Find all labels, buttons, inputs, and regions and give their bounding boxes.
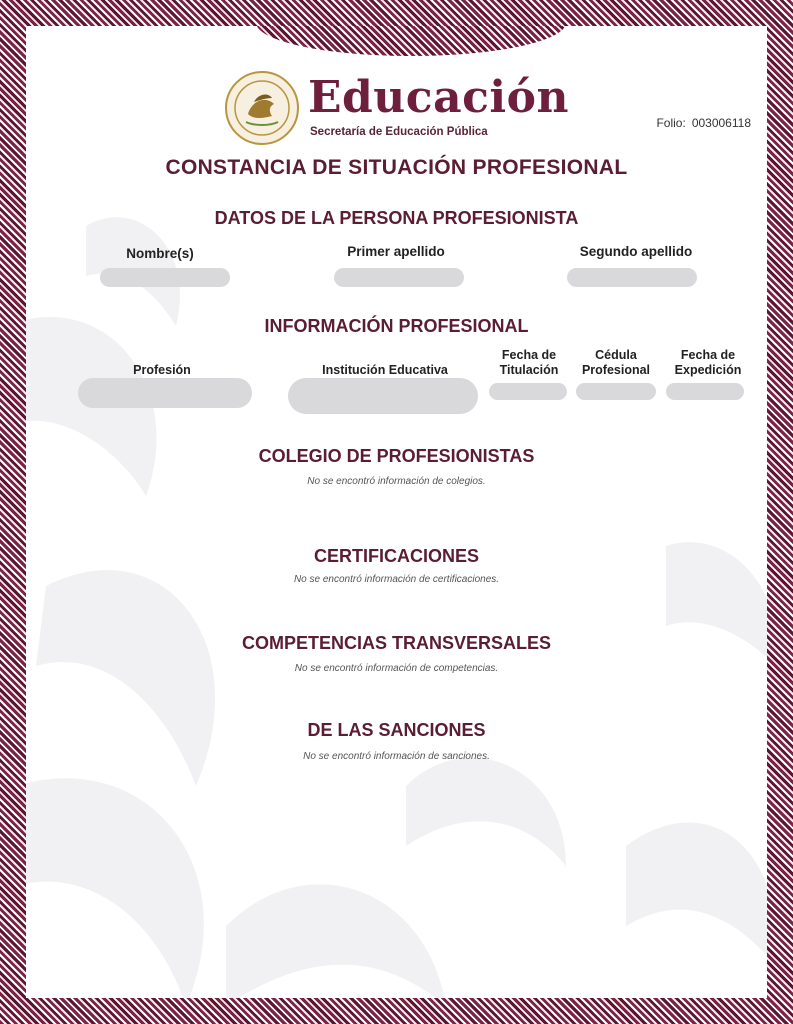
redacted-fecha-expedicion <box>666 383 744 400</box>
column-nombre: Nombre(s) <box>126 246 194 261</box>
redacted-segundo-apellido <box>567 268 697 287</box>
redacted-nombre <box>100 268 230 287</box>
section-note-sanciones: No se encontró información de sanciones. <box>303 751 490 762</box>
redacted-institucion <box>288 378 478 414</box>
section-title-certificaciones: CERTIFICACIONES <box>313 546 479 566</box>
redacted-primer-apellido <box>334 268 464 287</box>
redacted-cedula <box>576 383 656 400</box>
redacted-profesion <box>78 378 252 408</box>
section-note-colegio: No se encontró información de colegios. <box>307 476 486 487</box>
section-title-colegio: COLEGIO DE PROFESIONISTAS <box>258 446 535 466</box>
national-seal-icon <box>224 70 300 146</box>
column-fecha-titulacion: Fecha de Titulación <box>499 348 559 377</box>
section-note-certificaciones: No se encontró información de certificaciones. <box>293 574 500 585</box>
section-note-competencias: No se encontró información de competencias. <box>294 663 499 674</box>
personal-section-title: DATOS DE LA PERSONA PROFESIONISTA <box>214 208 579 228</box>
folio-value: 003006118 <box>691 116 751 130</box>
column-profesion: Profesión <box>133 363 191 377</box>
column-fecha-expedicion: Fecha de Expedición <box>674 348 742 377</box>
column-institucion: Institución Educativa <box>322 363 448 377</box>
folio <box>650 116 751 130</box>
column-cedula: Cédula Profesional <box>581 348 651 377</box>
column-segundo-apellido: Segundo apellido <box>579 244 693 259</box>
section-title-competencias: COMPETENCIAS TRANSVERSALES <box>241 633 552 653</box>
folio-label: Folio: <box>656 116 686 130</box>
header <box>224 70 584 150</box>
professional-section-title: INFORMACIÓN PROFESIONAL <box>264 316 529 336</box>
brand-subtitle: Secretaría de Educación Pública <box>310 126 488 138</box>
brand-title: Educación <box>308 72 569 123</box>
document-sheet <box>26 26 767 998</box>
redacted-fecha-titulacion <box>489 383 567 400</box>
document-title: CONSTANCIA DE SITUACIÓN PROFESIONAL <box>165 156 628 179</box>
section-title-sanciones: DE LAS SANCIONES <box>307 720 486 740</box>
column-primer-apellido: Primer apellido <box>347 244 445 259</box>
